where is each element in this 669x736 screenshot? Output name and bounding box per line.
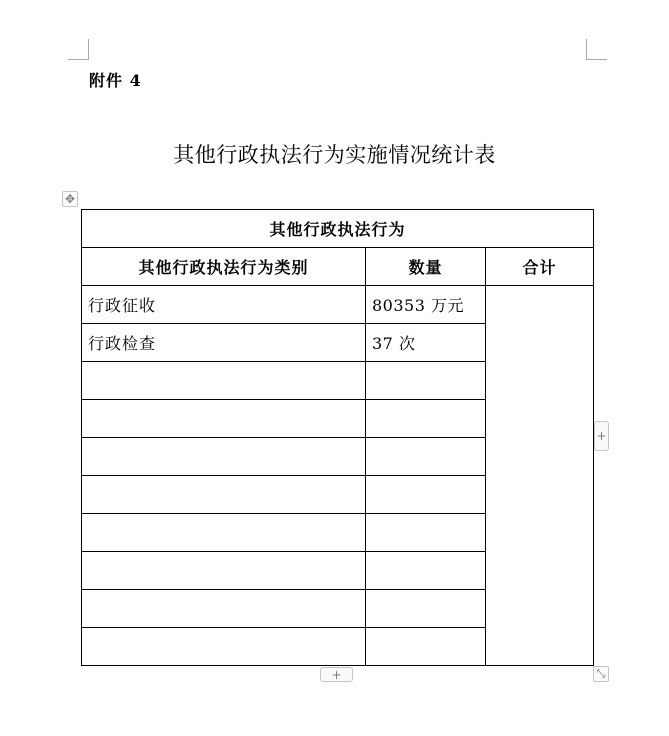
category-cell[interactable] — [82, 628, 366, 666]
category-cell[interactable] — [82, 590, 366, 628]
category-cell[interactable] — [82, 362, 366, 400]
add-column-button[interactable] — [594, 421, 609, 451]
table-column-header-row — [82, 248, 594, 286]
quantity-cell[interactable] — [366, 438, 486, 476]
table-header-main[interactable]: 其他行政执法行为 — [82, 210, 594, 248]
category-cell[interactable]: 行政检查 — [82, 324, 366, 362]
category-cell[interactable] — [82, 552, 366, 590]
table-header-main-row — [82, 210, 594, 248]
category-cell[interactable]: 行政征收 — [82, 286, 366, 324]
page-corner-mark-top-right — [586, 39, 607, 60]
table-row — [82, 286, 594, 324]
quantity-cell[interactable] — [366, 514, 486, 552]
quantity-cell[interactable] — [366, 400, 486, 438]
quantity-cell[interactable] — [366, 362, 486, 400]
resize-icon: ⤡ — [596, 667, 606, 680]
category-cell[interactable] — [82, 514, 366, 552]
category-cell[interactable] — [82, 476, 366, 514]
move-icon: ✥ — [64, 192, 76, 206]
quantity-cell[interactable]: 37 次 — [366, 324, 486, 362]
column-header-quantity[interactable]: 数量 — [366, 248, 486, 286]
table-resize-handle[interactable] — [593, 666, 609, 682]
attachment-label: 附件 4 — [89, 71, 142, 90]
plus-icon: + — [331, 667, 342, 682]
plus-icon: + — [596, 429, 607, 443]
category-cell[interactable] — [82, 438, 366, 476]
column-header-total[interactable]: 合计 — [486, 248, 594, 286]
quantity-cell[interactable] — [366, 628, 486, 666]
category-cell[interactable] — [82, 400, 366, 438]
document-title: 其他行政执法行为实施情况统计表 — [173, 143, 496, 167]
quantity-cell[interactable] — [366, 552, 486, 590]
column-header-category[interactable]: 其他行政执法行为类别 — [82, 248, 366, 286]
add-row-button[interactable] — [320, 667, 353, 682]
total-cell[interactable] — [486, 286, 594, 666]
quantity-cell[interactable] — [366, 590, 486, 628]
quantity-cell[interactable] — [366, 476, 486, 514]
table-move-handle[interactable] — [62, 191, 78, 207]
statistics-table — [81, 209, 594, 666]
page-corner-mark-top-left — [68, 39, 89, 60]
quantity-cell[interactable]: 80353 万元 — [366, 286, 486, 324]
